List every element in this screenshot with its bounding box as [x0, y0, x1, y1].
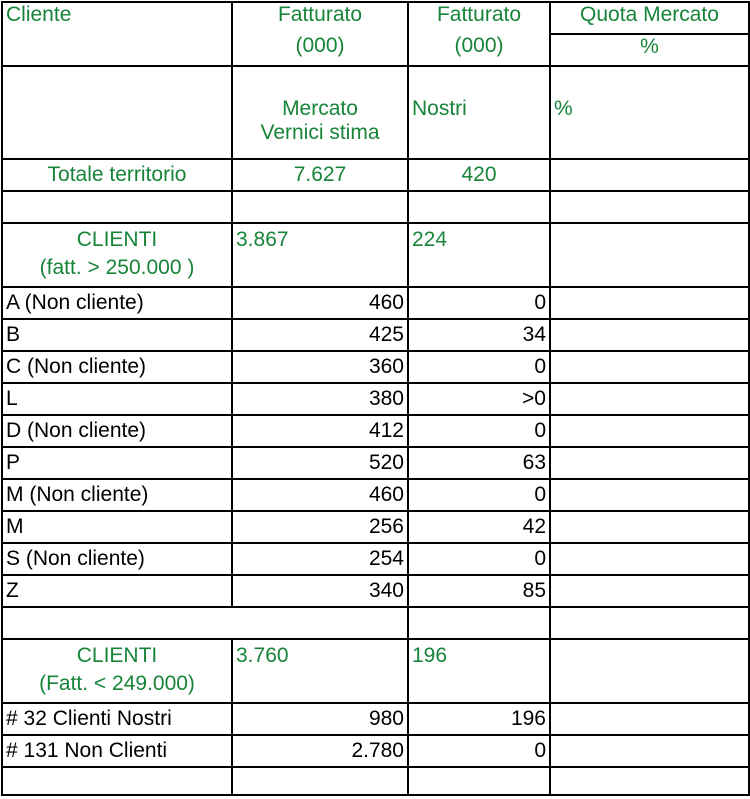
client-quota	[550, 543, 749, 575]
header-col1-line4: Vernici stima	[260, 121, 380, 144]
table-row	[2, 383, 749, 415]
table-row	[2, 447, 749, 479]
group2-nostri: 196	[408, 639, 550, 703]
client-nostri: 0	[408, 735, 550, 767]
group1-label	[2, 223, 232, 287]
client-mercato: 380	[232, 383, 408, 415]
header-nostri: Nostri	[408, 66, 550, 159]
empty-cell	[232, 767, 408, 795]
group1-mercato: 3.867	[232, 223, 408, 287]
client-name: M	[2, 511, 232, 543]
client-nostri: 42	[408, 511, 550, 543]
table-row	[2, 319, 749, 351]
client-quota	[550, 319, 749, 351]
group1-quota	[550, 223, 749, 287]
header-col2-line1: Fatturato	[436, 3, 522, 26]
header-fatturato-mercato	[232, 2, 408, 66]
client-mercato: 980	[232, 703, 408, 735]
table-row	[2, 351, 749, 383]
client-name: P	[2, 447, 232, 479]
group2-subtitle: (Fatt. < 249.000)	[39, 672, 195, 695]
table-row	[2, 735, 749, 767]
client-nostri: 0	[408, 287, 550, 319]
header-col1-line1: Fatturato	[277, 3, 363, 26]
table-row	[2, 703, 749, 735]
client-quota	[550, 447, 749, 479]
client-mercato: 340	[232, 575, 408, 607]
group2-quota	[550, 639, 749, 703]
empty-cell	[550, 191, 749, 223]
table-row	[2, 575, 749, 607]
empty-cell	[550, 607, 749, 639]
header-cliente-blank	[2, 66, 232, 159]
table-row	[2, 543, 749, 575]
client-quota	[550, 703, 749, 735]
client-name: M (Non cliente)	[2, 479, 232, 511]
totale-mercato: 7.627	[232, 159, 408, 191]
client-mercato: 460	[232, 287, 408, 319]
client-quota	[550, 479, 749, 511]
client-nostri: 196	[408, 703, 550, 735]
client-name: B	[2, 319, 232, 351]
client-nostri: 0	[408, 543, 550, 575]
group2-title: CLIENTI	[76, 644, 158, 667]
client-nostri: 63	[408, 447, 550, 479]
empty-cell	[2, 191, 232, 223]
client-mercato: 425	[232, 319, 408, 351]
client-nostri: 0	[408, 415, 550, 447]
client-mercato: 412	[232, 415, 408, 447]
client-name: C (Non cliente)	[2, 351, 232, 383]
header-quota-mercato: Quota Mercato	[550, 2, 749, 34]
client-name: # 131 Non Clienti	[2, 735, 232, 767]
empty-cell	[550, 767, 749, 795]
header-col1-line3: Mercato	[282, 97, 358, 120]
client-quota	[550, 383, 749, 415]
group1-subtitle: (fatt. > 250.000 )	[39, 256, 195, 279]
empty-cell	[2, 767, 232, 795]
client-quota	[550, 351, 749, 383]
client-mercato: 520	[232, 447, 408, 479]
client-nostri: 85	[408, 575, 550, 607]
header-percent: %	[550, 66, 749, 159]
empty-cell	[408, 191, 550, 223]
client-mercato: 256	[232, 511, 408, 543]
empty-cell	[2, 607, 408, 639]
empty-cell	[408, 607, 550, 639]
client-quota	[550, 575, 749, 607]
header-fatturato-nostri	[408, 2, 550, 66]
empty-cell	[408, 767, 550, 795]
client-name: L	[2, 383, 232, 415]
group1-title: CLIENTI	[76, 228, 158, 251]
empty-cell	[232, 191, 408, 223]
totale-label: Totale territorio	[2, 159, 232, 191]
header-col1-line2: (000)	[295, 34, 345, 57]
client-quota	[550, 415, 749, 447]
client-mercato: 360	[232, 351, 408, 383]
client-name: S (Non cliente)	[2, 543, 232, 575]
client-mercato: 2.780	[232, 735, 408, 767]
client-name: # 32 Clienti Nostri	[2, 703, 232, 735]
client-quota	[550, 735, 749, 767]
client-name: Z	[2, 575, 232, 607]
client-nostri: 0	[408, 351, 550, 383]
group2-label	[2, 639, 232, 703]
group2-mercato: 3.760	[232, 639, 408, 703]
header-col2-line2: (000)	[454, 34, 504, 57]
client-nostri: 34	[408, 319, 550, 351]
table-row	[2, 511, 749, 543]
client-name: D (Non cliente)	[2, 415, 232, 447]
header-quota-percent: %	[550, 34, 749, 66]
client-mercato: 460	[232, 479, 408, 511]
totale-quota	[550, 159, 749, 191]
header-mercato-vernici	[232, 66, 408, 159]
table-row	[2, 479, 749, 511]
market-share-table	[1, 1, 750, 796]
client-quota	[550, 287, 749, 319]
group1-nostri: 224	[408, 223, 550, 287]
table-row	[2, 415, 749, 447]
header-cliente: Cliente	[2, 2, 232, 66]
client-name: A (Non cliente)	[2, 287, 232, 319]
client-mercato: 254	[232, 543, 408, 575]
totale-nostri: 420	[408, 159, 550, 191]
client-quota	[550, 511, 749, 543]
client-nostri: 0	[408, 479, 550, 511]
table-row	[2, 287, 749, 319]
client-nostri: >0	[408, 383, 550, 415]
